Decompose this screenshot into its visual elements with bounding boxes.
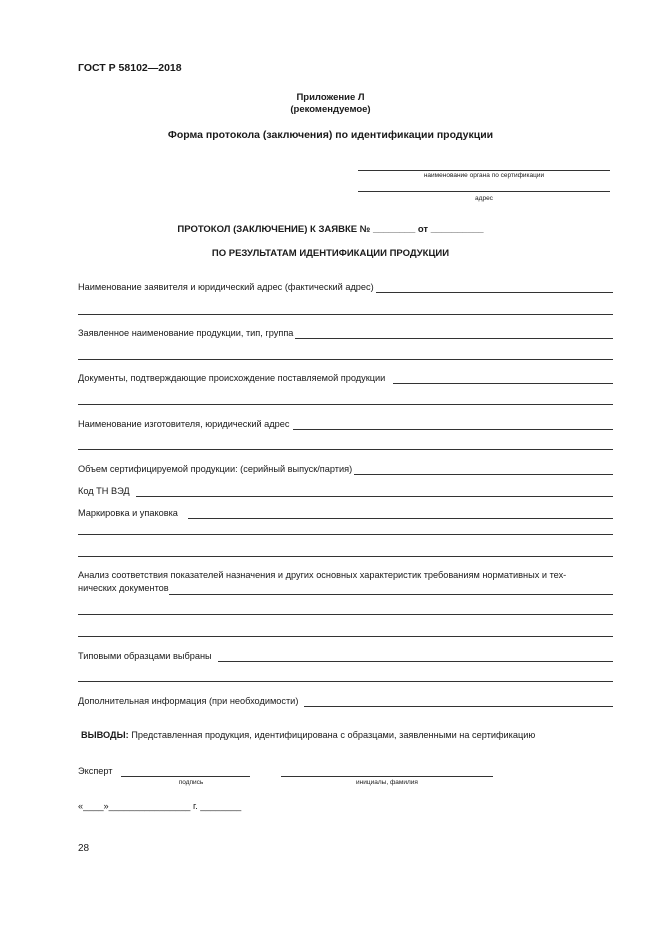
applicant-extra-line [78, 314, 613, 315]
standard-header: ГОСТ Р 58102—2018 [78, 62, 182, 74]
tnved-label: Код ТН ВЭД [78, 486, 130, 496]
volume-label: Объем сертифицируемой продукции: (серийный выпуск/партия) [78, 464, 353, 474]
samples-line [218, 651, 613, 662]
analysis-extra-line-1 [78, 614, 613, 615]
additional-field [78, 693, 613, 707]
name-caption: инициалы, фамилия [356, 779, 418, 786]
manufacturer-field [78, 416, 613, 430]
marking-field [78, 505, 613, 519]
samples-label: Типовыми образцами выбраны [78, 651, 212, 661]
analysis-label-line2: нических документов [78, 583, 169, 593]
marking-label: Маркировка и упаковка [78, 508, 178, 518]
product-field [78, 325, 613, 339]
form-title: Форма протокола (заключения) по идентификации продукции [167, 129, 494, 141]
tnved-field [78, 483, 613, 497]
org-name-caption: наименование органа по сертификации [423, 172, 545, 179]
signature-caption: подпись [178, 779, 204, 786]
manufacturer-label: Наименование изготовителя, юридический адрес [78, 419, 290, 429]
volume-field [78, 461, 613, 475]
marking-extra-line-1 [78, 534, 613, 535]
documents-field [78, 370, 613, 384]
address-caption: адрес [475, 195, 493, 202]
protocol-title: ПРОТОКОЛ (ЗАКЛЮЧЕНИЕ) К ЗАЯВКЕ № ________ от __________ [177, 224, 484, 235]
applicant-label: Наименование заявителя и юридический адрес (фактический адрес) [78, 282, 374, 292]
analysis-line [169, 584, 613, 595]
page-number: 28 [78, 843, 90, 854]
signature-line [121, 776, 250, 777]
product-extra-line [78, 359, 613, 360]
marking-line [188, 508, 613, 519]
conclusion [81, 730, 535, 740]
product-label: Заявленное наименование продукции, тип, группа [78, 328, 294, 338]
documents-extra-line [78, 404, 613, 405]
documents-label: Документы, подтверждающие происхождение поставляемой продукции [78, 373, 386, 383]
analysis-extra-line-2 [78, 636, 613, 637]
volume-line [354, 464, 613, 475]
samples-extra-line [78, 681, 613, 682]
samples-field [78, 648, 613, 662]
analysis-label-line1: Анализ соответствия показателей назначения и других основных характеристик требованиям нормативных и тех- [78, 570, 567, 580]
product-line [295, 328, 613, 339]
applicant-field [78, 279, 613, 293]
annex-status: (рекомендуемое) [290, 104, 371, 115]
additional-label: Дополнительная информация (при необходимости) [78, 696, 299, 706]
annex-heading [0, 92, 661, 116]
conclusion-label: ВЫВОДЫ: [81, 730, 129, 740]
org-name-line [358, 170, 610, 171]
tnved-line [136, 486, 613, 497]
date-line: «____»________________ г. ________ [78, 801, 242, 811]
additional-line [304, 696, 613, 707]
conclusion-text: Представленная продукция, идентифицирована с образцами, заявленными на сертификацию [131, 730, 536, 740]
expert-label: Эксперт [78, 766, 113, 776]
marking-extra-line-2 [78, 556, 613, 557]
analysis-field [78, 569, 613, 595]
address-line [358, 191, 610, 192]
applicant-line [376, 282, 613, 293]
protocol-subtitle: ПО РЕЗУЛЬТАТАМ ИДЕНТИФИКАЦИИ ПРОДУКЦИИ [211, 248, 450, 259]
documents-line [393, 373, 613, 384]
analysis-line2-row [78, 582, 613, 595]
manufacturer-extra-line [78, 449, 613, 450]
manufacturer-line [293, 419, 613, 430]
name-line [281, 776, 493, 777]
annex-title: Приложение Л [296, 92, 365, 103]
